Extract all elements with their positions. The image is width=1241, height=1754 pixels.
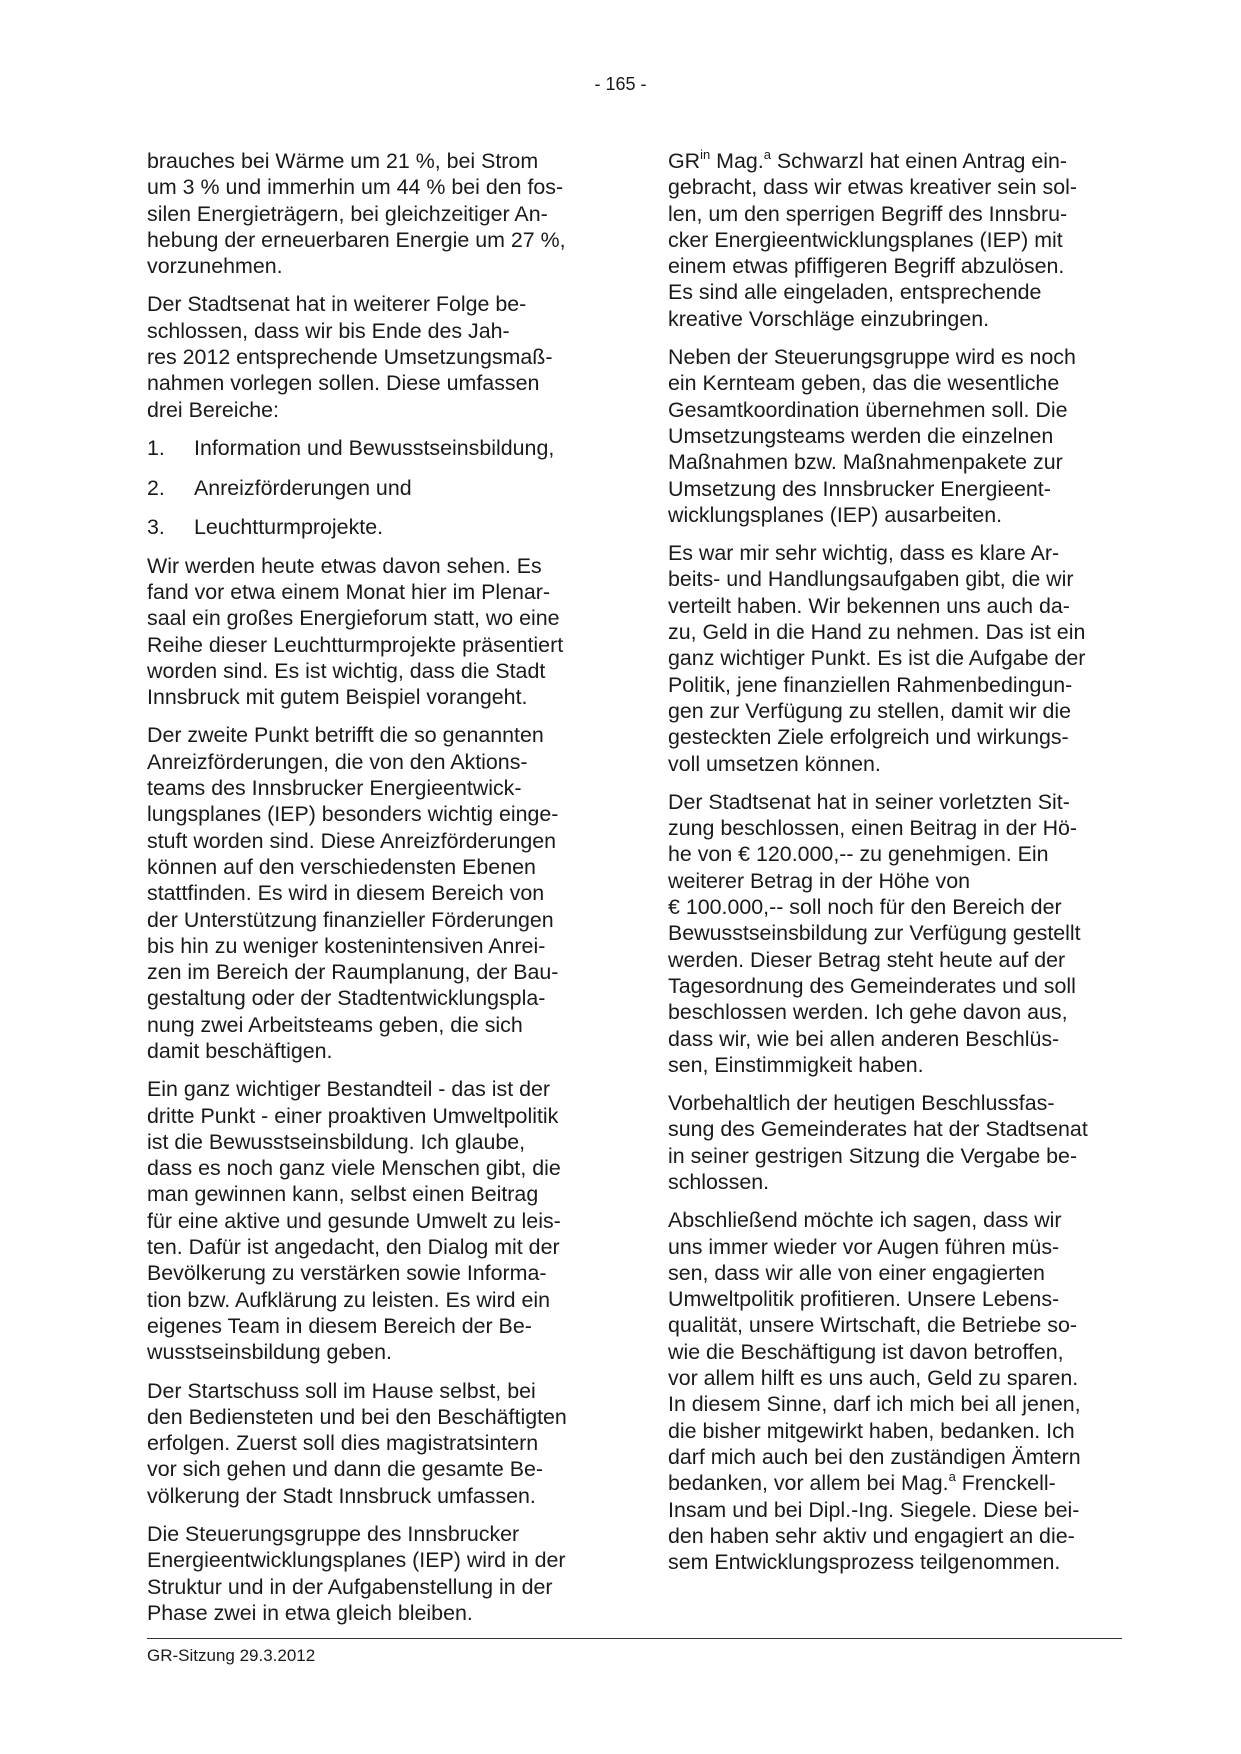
speaker-title: Mag. [710,149,764,173]
paragraph [668,148,1136,332]
paragraph [668,1207,1136,1575]
list-item [147,435,607,461]
superscript: in [700,147,711,162]
paragraph: Ein ganz wichtiger Bestandteil - das ist der dritte Punkt - einer proaktiven Umweltpolitik ist die Bewusstseinsbildung. Ich glaube, dass es noch ganz viele Menschen gibt, die man gewinnen kann, selbst einen Beitrag für eine aktive und gesunde Umwelt zu leis- ten. Dafür ist angedacht, den Dialog mit der Bevölkerung zu verstärken sowie Informa- tion bzw. Aufklärung zu leisten. Es wird ein eigenes Team in diesem Bereich der Be- wusstseinsbildung geben. [147,1077,561,1365]
paragraph-text: Abschließend möchte ich sagen, dass wir uns immer wieder vor Augen führen müs- sen, dass wir alle von einer engagierten Umweltpolitik profitieren. Unsere Lebens- qualität, unsere Wirtschaft, die Betriebe so- wie die Beschäftigung ist davon betroffen, vor allem hilft es uns auch, Geld zu sparen. In diesem Sinne, darf ich mich bei all jenen, die bisher mitgewirkt haben, bedanken. Ich darf mich auch bei den zuständigen Ämtern bedanken, vor allem bei Mag. [668,1208,1081,1496]
paragraph: Es war mir sehr wichtig, dass es klare Ar- beits- und Handlungsaufgaben gibt, die wir verteilt haben. Wir bekennen uns auch da- zu, Geld in die Hand zu nehmen. Das ist ein ganz wichtiger Punkt. Es ist die Aufgabe der Politik, jene finanziellen Rahmenbedingun- gen zur Verfügung zu stellen, damit wir die gesteckten Ziele erfolgreich und wirkungs- voll umsetzen können. [668,541,1086,776]
list-item [147,475,607,501]
paragraph: Neben der Steuerungsgruppe wird es noch ein Kernteam geben, das die wesentliche Gesamtkoordination übernehmen soll. Die Umsetzungsteams werden die einzelnen Maßnahmen bzw. Maßnahmenpakete zur Umsetzung des Innsbrucker Energieent- wicklungsplanes (IEP) ausarbeiten. [668,345,1076,527]
paragraph: Der Startschuss soll im Hause selbst, bei den Bediensteten und bei den Beschäftigten erfolgen. Zuerst soll dies magistratsintern vor sich gehen und dann die gesamte Be- völkerung der Stadt Innsbruck umfassen. [147,1378,567,1508]
paragraph: brauches bei Wärme um 21 %, bei Strom um 3 % und immerhin um 44 % bei den fos- silen Energieträgern, bei gleichzeitiger An- hebung der erneuerbaren Energie um 27 %, vorzunehmen. [147,149,566,279]
list-text: Anreizförderungen und [194,475,412,500]
paragraph: Der zweite Punkt betrifft die so genannten Anreizförderungen, die von den Aktions- teams des Innsbrucker Energieentwick- lungsplanes (IEP) besonders wichtig einge- stuft worden sind. Diese Anreizförderungen können auf den verschiedensten Ebenen stattfinden. Es wird in diesem Bereich von der Unterstützung finanzieller Förderungen bis hin zu weniger kostenintensiven Anrei- zen im Bereich der Raumplanung, der Bau- gestaltung oder der Stadtentwicklungspla- nung zwei Arbeitsteams geben, die sich damit beschäftigen. [147,723,559,1063]
list-text: Leuchtturmprojekte. [194,515,384,540]
paragraph: Der Stadtsenat hat in weiterer Folge be- schlossen, dass wir bis Ende des Jah- res 2012 entsprechende Umsetzungsmaß- nahmen vorlegen sollen. Diese umfassen drei Bereiche: [147,292,553,422]
footer-divider [147,1638,1122,1639]
paragraph: Vorbehaltlich der heutigen Beschlussfas- sung des Gemeinderates hat der Stadtsenat in seiner gestrigen Sitzung die Vergabe be- schlossen. [668,1091,1088,1194]
left-column [147,148,607,1638]
superscript: a [763,147,771,162]
list-number: 2. [147,475,165,500]
page-number: - 165 - [594,74,647,94]
list-text: Information und Bewusstseinsbildung, [194,435,555,460]
paragraph-text: Schwarzl hat einen Antrag ein- gebracht, dass wir etwas kreativer sein sol- len, um den sperrigen Begriff des Innsbru- cker Energieentwicklungsplanes (IEP) mit einem etwas pfiffigeren Begriff abzulösen. Es sind alle eingeladen, entsprechende kreative Vorschläge einzubringen. [668,149,1077,331]
paragraph-text: Frenckell- Insam und bei Dipl.-Ing. Siegele. Diese bei- den haben sehr aktiv und engagiert an die- sem Entwicklungsprozess teilgenommen. [668,1471,1080,1575]
numbered-list [147,435,607,541]
right-column [668,148,1136,1587]
speaker-title: GR [668,149,701,173]
list-item [147,514,607,540]
footer-session-date: GR-Sitzung 29.3.2012 [147,1646,316,1665]
paragraph: Die Steuerungsgruppe des Innsbrucker Energieentwicklungsplanes (IEP) wird in der Struktur und in der Aufgabenstellung in der Phase zwei in etwa gleich bleiben. [147,1522,566,1625]
list-number: 3. [147,515,165,540]
list-number: 1. [147,435,165,460]
superscript: a [948,1469,956,1485]
paragraph: Wir werden heute etwas davon sehen. Es fand vor etwa einem Monat hier im Plenar- saal ein großes Energieforum statt, wo eine Reihe dieser Leuchtturmprojekte präsentiert worden sind. Es ist wichtig, dass die Stadt Innsbruck mit gutem Beispiel vorangeht. [147,553,564,710]
paragraph: Der Stadtsenat hat in seiner vorletzten Sit- zung beschlossen, einen Beitrag in der Hö- he von € 120.000,-- zu genehmigen. Ein weiterer Betrag in der Höhe von € 100.000,-- soll noch für den Bereich der Bewusstseinsbildung zur Verfügung gestellt werden. Dieser Betrag steht heute auf der Tagesordnung des Gemeinderates und soll beschlossen werden. Ich gehe davon aus, dass wir, wie bei allen anderen Beschlüs- sen, Einstimmigkeit haben. [668,789,1081,1077]
